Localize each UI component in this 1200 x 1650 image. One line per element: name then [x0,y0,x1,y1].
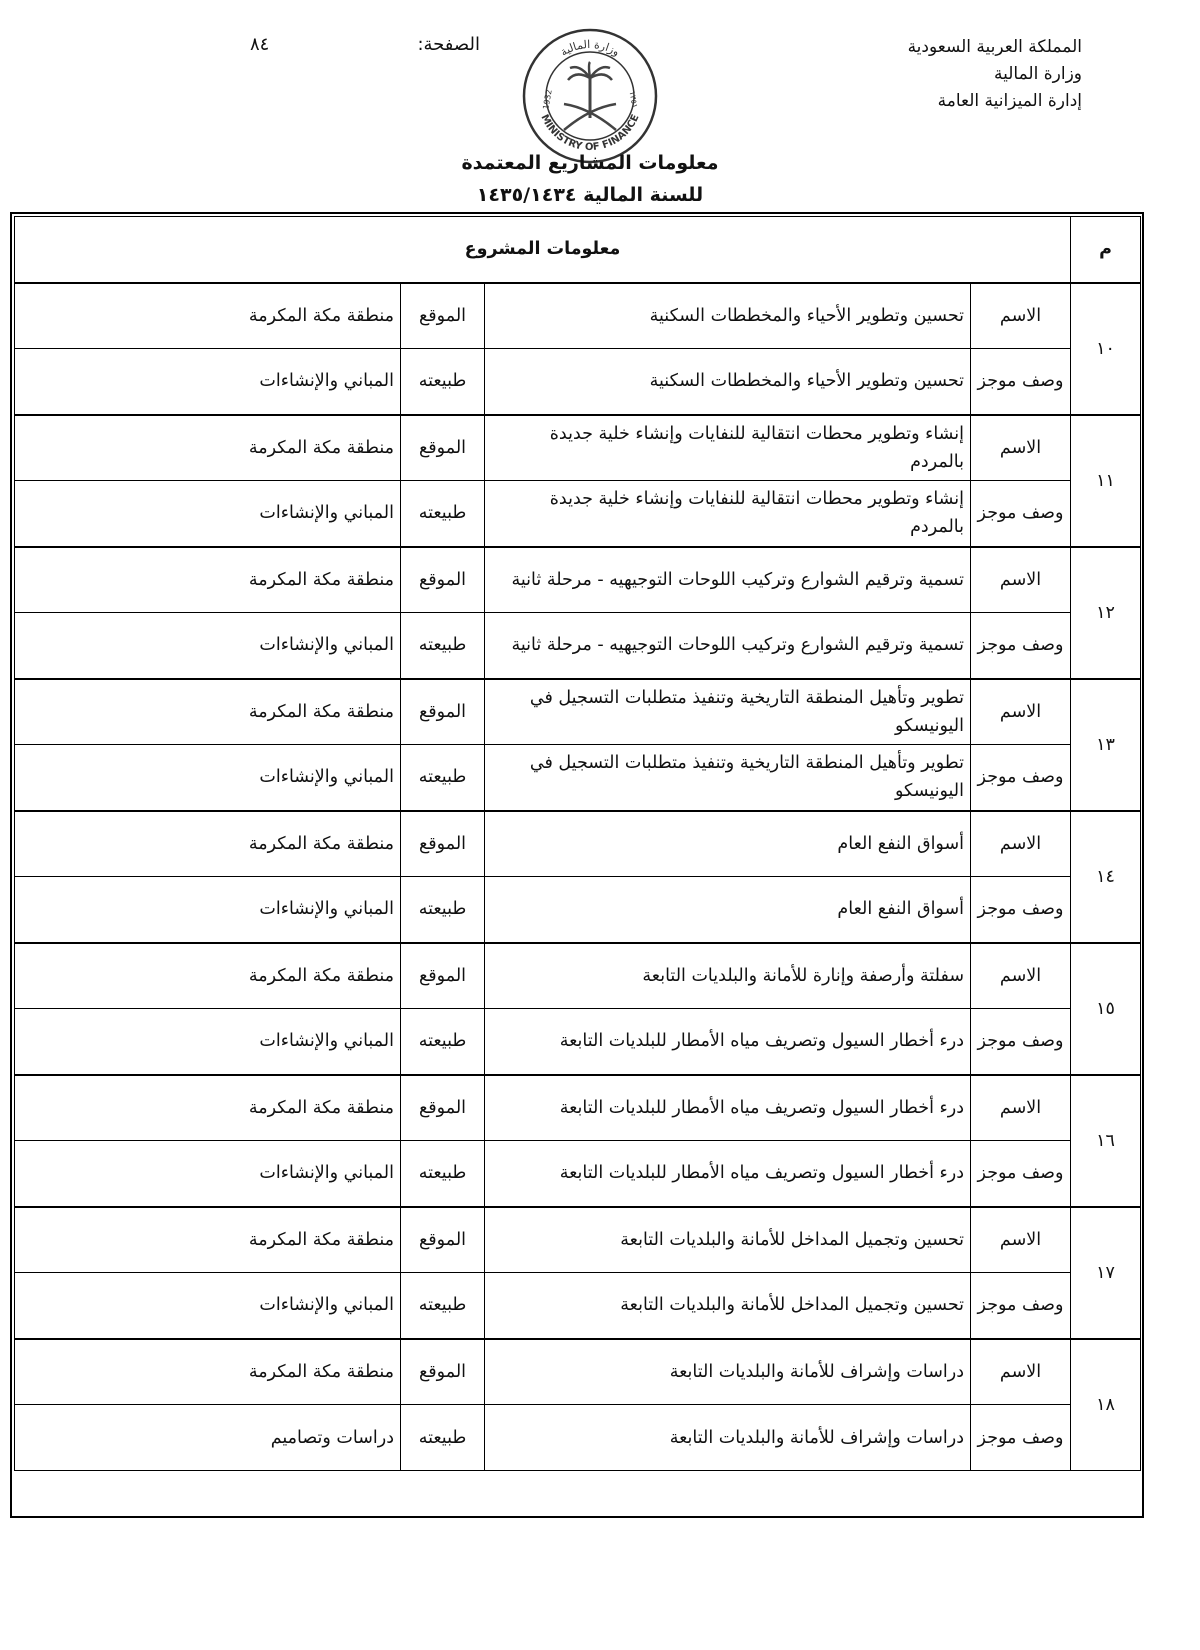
svg-text:MINISTRY OF FINANCE [538,113,641,153]
project-number: ١٤ [1071,811,1141,943]
project-name: تسمية وترقيم الشوارع وتركيب اللوحات التوجيهيه - مرحلة ثانية [485,547,971,613]
table-row [15,1207,1141,1273]
table-row [15,679,1141,745]
table-row [15,349,1141,415]
table-row [15,1273,1141,1339]
description-label: وصف موجز [971,1273,1071,1339]
project-location: منطقة مكة المكرمة [15,1075,401,1141]
table-row [15,1405,1141,1471]
table-row [15,811,1141,877]
project-name: درء أخطار السيول وتصريف مياه الأمطار للبلديات التابعة [485,1075,971,1141]
description-label: وصف موجز [971,1141,1071,1207]
project-location: منطقة مكة المكرمة [15,415,401,481]
project-number: ١٠ [1071,283,1141,415]
name-label: الاسم [971,679,1071,745]
name-label: الاسم [971,943,1071,1009]
header-line-country: المملكة العربية السعودية [907,37,1082,57]
location-label: الموقع [401,679,485,745]
svg-text:وزارة المالية [558,38,622,59]
project-number: ١١ [1071,415,1141,547]
name-label: الاسم [971,283,1071,349]
nature-label: طبيعته [401,1009,485,1075]
project-nature: المباني والإنشاءات [15,1273,401,1339]
header-project-info: معلومات المشروع [15,217,1071,283]
nature-label: طبيعته [401,481,485,547]
project-location: منطقة مكة المكرمة [15,811,401,877]
location-label: الموقع [401,1339,485,1405]
project-number: ١٥ [1071,943,1141,1075]
table-row [15,943,1141,1009]
name-label: الاسم [971,1207,1071,1273]
project-description: دراسات وإشراف للأمانة والبلديات التابعة [485,1405,971,1471]
nature-label: طبيعته [401,349,485,415]
description-label: وصف موجز [971,877,1071,943]
fiscal-year-subtitle: للسنة المالية ١٤٣٥/١٤٣٤ [476,184,704,206]
table-row [15,481,1141,547]
location-label: الموقع [401,811,485,877]
project-name: سفلتة وأرصفة وإنارة للأمانة والبلديات التابعة [485,943,971,1009]
seal-year-right: ١٣٥١ [627,90,640,109]
project-number: ١٢ [1071,547,1141,679]
project-nature: المباني والإنشاءات [15,613,401,679]
header-line-ministry: وزارة المالية [994,64,1082,84]
project-description: أسواق النفع العام [485,877,971,943]
table-row [15,1339,1141,1405]
page-indicator [250,34,480,64]
description-label: وصف موجز [971,613,1071,679]
table-row [15,415,1141,481]
project-nature: المباني والإنشاءات [15,1141,401,1207]
project-nature: المباني والإنشاءات [15,1009,401,1075]
project-location: منطقة مكة المكرمة [15,679,401,745]
table-row [15,1141,1141,1207]
ministry-seal-logo [520,26,660,166]
project-description: إنشاء وتطوير محطات انتقالية للنفايات وإنشاء خلية جديدة بالمردم [485,481,971,547]
name-label: الاسم [971,811,1071,877]
project-location: منطقة مكة المكرمة [15,547,401,613]
table-row [15,1075,1141,1141]
project-location: منطقة مكة المكرمة [15,283,401,349]
table-row [15,283,1141,349]
nature-label: طبيعته [401,613,485,679]
location-label: الموقع [401,1075,485,1141]
project-description: درء أخطار السيول وتصريف مياه الأمطار للبلديات التابعة [485,1009,971,1075]
page-number: ٨٤ [250,34,270,55]
nature-label: طبيعته [401,877,485,943]
location-label: الموقع [401,1207,485,1273]
project-description: تسمية وترقيم الشوارع وتركيب اللوحات التوجيهيه - مرحلة ثانية [485,613,971,679]
description-label: وصف موجز [971,745,1071,811]
project-nature: المباني والإنشاءات [15,481,401,547]
project-name: إنشاء وتطوير محطات انتقالية للنفايات وإنشاء خلية جديدة بالمردم [485,415,971,481]
location-label: الموقع [401,547,485,613]
seal-text-top: وزارة المالية [558,37,623,59]
project-location: منطقة مكة المكرمة [15,1207,401,1273]
project-nature: المباني والإنشاءات [15,745,401,811]
project-description: تطوير وتأهيل المنطقة التاريخية وتنفيذ متطلبات التسجيل في اليونيسكو [485,745,971,811]
project-name: تحسين وتجميل المداخل للأمانة والبلديات التابعة [485,1207,971,1273]
project-number: ١٨ [1071,1339,1141,1471]
project-location: منطقة مكة المكرمة [15,943,401,1009]
name-label: الاسم [971,1075,1071,1141]
nature-label: طبيعته [401,745,485,811]
table-row [15,1009,1141,1075]
table-row [15,745,1141,811]
table-row [15,613,1141,679]
project-location: منطقة مكة المكرمة [15,1339,401,1405]
projects-table [14,216,1141,1471]
seal-text-bottom: MINISTRY OF FINANCE [538,112,642,154]
nature-label: طبيعته [401,1405,485,1471]
project-description: درء أخطار السيول وتصريف مياه الأمطار للبلديات التابعة [485,1141,971,1207]
project-name: دراسات وإشراف للأمانة والبلديات التابعة [485,1339,971,1405]
project-nature: دراسات وتصاميم [15,1405,401,1471]
name-label: الاسم [971,547,1071,613]
project-description: تحسين وتجميل المداخل للأمانة والبلديات التابعة [485,1273,971,1339]
project-name: أسواق النفع العام [485,811,971,877]
seal-year-left: 1932 [541,88,554,111]
project-name: تحسين وتطوير الأحياء والمخططات السكنية [485,283,971,349]
project-nature: المباني والإنشاءات [15,349,401,415]
project-nature: المباني والإنشاءات [15,877,401,943]
header-number: م [1071,217,1141,283]
nature-label: طبيعته [401,1273,485,1339]
description-label: وصف موجز [971,349,1071,415]
description-label: وصف موجز [971,1405,1071,1471]
table-row [15,877,1141,943]
nature-label: طبيعته [401,1141,485,1207]
description-label: وصف موجز [971,1009,1071,1075]
project-description: تحسين وتطوير الأحياء والمخططات السكنية [485,349,971,415]
header-line-department: إدارة الميزانية العامة [937,91,1082,111]
location-label: الموقع [401,283,485,349]
location-label: الموقع [401,943,485,1009]
project-number: ١٦ [1071,1075,1141,1207]
table-header-row [15,217,1141,283]
ministry-header [822,34,1082,115]
description-label: وصف موجز [971,481,1071,547]
name-label: الاسم [971,1339,1071,1405]
page-label: الصفحة: [417,34,480,55]
project-name: تطوير وتأهيل المنطقة التاريخية وتنفيذ متطلبات التسجيل في اليونيسكو [485,679,971,745]
name-label: الاسم [971,415,1071,481]
document-title: معلومات المشاريع المعتمدة [461,152,719,174]
project-number: ١٧ [1071,1207,1141,1339]
table-row [15,547,1141,613]
project-number: ١٣ [1071,679,1141,811]
location-label: الموقع [401,415,485,481]
